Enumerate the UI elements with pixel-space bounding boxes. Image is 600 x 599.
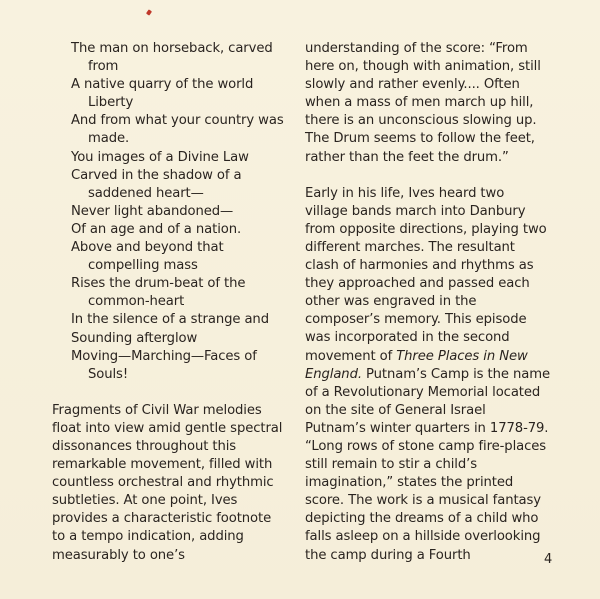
right-paragraph-2 (305, 185, 553, 567)
left-paragraph: Fragments of Civil War melodies float into view amid gentle spectral dissonances throughout this remarkable movement, filled with countless orchestral and rhythmic subtleties. At one point, Ives provides a characteristic footnote to a tempo indication, adding measurably to one’s (52, 402, 283, 563)
poem-line: made. (88, 131, 130, 147)
right-column (305, 40, 553, 583)
poem-line: Carved in the shadow of a (71, 167, 242, 183)
poem-line: Above and beyond that (71, 240, 224, 256)
poem-line: And from what your country was (71, 113, 284, 129)
paragraph-text-before: Early in his life, Ives heard two village bands march into Danbury from opposite directions, playing two different marches. The resultant clash of harmonies and rhythms as they approached and passed each other was engraved in the composer’s memory. This episode was incorporated in the second movement of (305, 185, 547, 364)
left-column (52, 40, 287, 583)
poem-line: A native quarry of the world (71, 77, 254, 93)
poem-line: Souls! (88, 366, 129, 382)
poem-line: In the silence of a strange and (71, 312, 269, 328)
poem-line: compelling mass (88, 258, 198, 274)
poem-line: You images of a Divine Law (71, 149, 249, 165)
poem-line: saddened heart— (88, 185, 204, 201)
poem-line: common-heart (88, 294, 185, 310)
poem-line: Moving—Marching—Faces of (71, 348, 257, 364)
right-paragraph-1: understanding of the score: “From here on, though with animation, still slowly and rather evenly.... Often when a mass of men march up hill, there is an unconscious slowing up. The Drum seems to follow the feet, rather than the feet the drum.” (305, 41, 541, 165)
work-title: Three Places in New England. (305, 348, 528, 382)
poem (52, 40, 287, 384)
page-number: 4 (544, 552, 553, 567)
poem-line: Never light abandoned— (71, 203, 234, 219)
poem-line: from (88, 59, 119, 75)
poem-line: Of an age and of a nation. (71, 221, 242, 237)
poem-line: The man on horseback, carved (71, 41, 273, 56)
poem-line: Sounding afterglow (71, 330, 198, 346)
ink-fleck (146, 9, 152, 15)
paragraph-text-after: Putnam’s Camp is the name of a Revolutionary Memorial located on the site of General Israel Putnam’s winter quarters in 1778-79. “Long rows of stone camp fire-places still remain to stir a child’s imagination,” states the printed score. The work is a musical fantasy depicting the dreams of a child who falls asleep on a hillside overlooking the camp during a Fourth (305, 366, 550, 563)
poem-line: Liberty (88, 95, 134, 111)
poem-line: Rises the drum-beat of the (71, 276, 246, 292)
